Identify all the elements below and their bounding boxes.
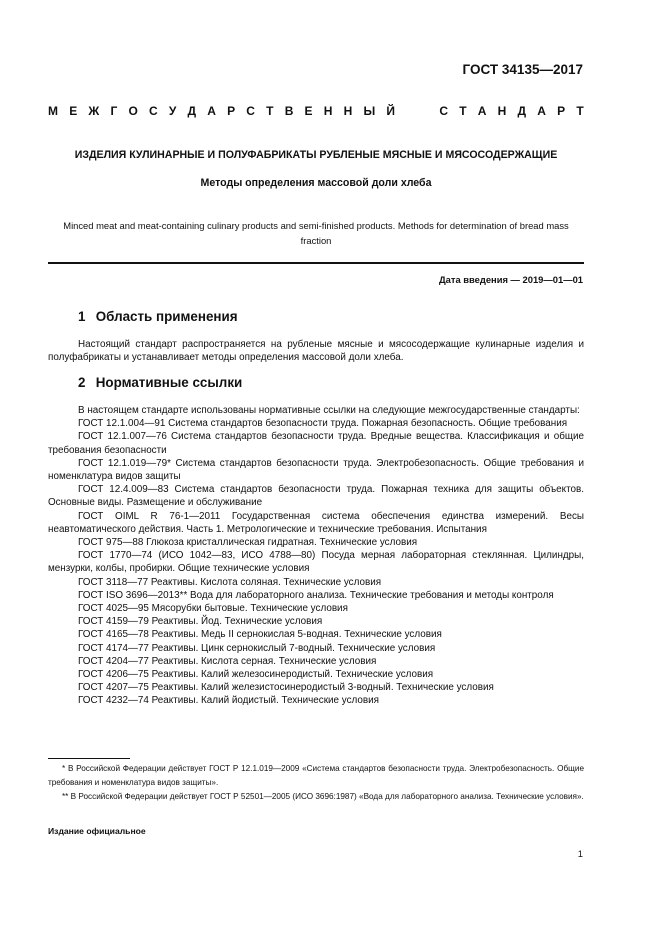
interstate-letter: Н <box>323 104 333 118</box>
interstate-letter: С <box>148 104 158 118</box>
section-2-heading <box>78 375 242 390</box>
reference-item <box>48 457 584 483</box>
page-number: 1 <box>577 848 583 859</box>
reference-item <box>48 417 584 430</box>
reference-text: ГОСТ 4174—77 Реактивы. Цинк сернокислый 7-водный. Технические условия <box>78 642 436 654</box>
edition-label: Издание официальное <box>48 826 146 836</box>
interstate-letter: А <box>207 104 216 118</box>
reference-item <box>48 589 584 602</box>
footnote-divider <box>48 758 130 759</box>
reference-item <box>48 576 584 589</box>
reference-item <box>48 536 584 549</box>
reference-item <box>48 510 584 536</box>
interstate-letter: Т <box>266 104 274 118</box>
standard-letter: А <box>477 104 487 118</box>
reference-item <box>48 602 584 615</box>
reference-text: ГОСТ 1770—74 (ИСО 1042—83, ИСО 4788—80) Посуда мерная лабораторная стеклянная. Цилиндры, мензурки, колбы, пробирки. Общие технические условия <box>48 550 584 575</box>
standard-letter: Н <box>497 104 507 118</box>
reference-text: ГОСТ OIML R 76-1—2011 Государственная система обеспечения единства измерений. Весы неавтоматического действия. Часть 1. Метрологические и технические требования. Испытания <box>48 510 584 535</box>
reference-item <box>48 668 584 681</box>
scope-paragraph: Настоящий стандарт распространяется на рубленые мясные и мясосодержащие кулинарные изделия и полуфабрикаты и устанавливает методы определения массовой доли хлеба. <box>48 339 584 364</box>
gost-code: ГОСТ 34135—2017 <box>462 62 583 77</box>
reference-text: ГОСТ 4159—79 Реактивы. Йод. Технические условия <box>78 616 323 628</box>
reference-item <box>48 694 584 707</box>
section-title: Нормативные ссылки <box>95 375 243 390</box>
interstate-letter: Г <box>110 104 118 118</box>
interstate-letter: Й <box>386 104 396 118</box>
reference-text: ГОСТ 4232—74 Реактивы. Калий йодистый. Технические условия <box>78 695 380 707</box>
section-number: 1 <box>78 309 86 324</box>
interstate-letter: В <box>284 104 294 118</box>
english-title: Minced meat and meat-containing culinary products and semi-finished products. Methods for determination of bread mass fraction <box>63 220 569 246</box>
normative-references <box>48 404 584 708</box>
section-number: 2 <box>78 375 86 390</box>
footnote-item <box>48 762 584 790</box>
interstate-letter: О <box>128 104 138 118</box>
interstate-letter: Д <box>187 104 197 118</box>
section-1-text <box>48 338 584 364</box>
reference-item <box>48 642 584 655</box>
footnote-text: * В Российской Федерации действует ГОСТ Р 12.1.019—2009 «Система стандартов безопасности труда. Электробезопасность. Общие требования и номенклатура видов защиты». <box>48 764 584 787</box>
section-1-heading <box>78 309 238 324</box>
interstate-letter: Ы <box>363 104 376 118</box>
reference-item <box>48 430 584 456</box>
interstate-letter: Е <box>69 104 78 118</box>
reference-text: ГОСТ 3118—77 Реактивы. Кислота соляная. Технические условия <box>78 576 382 588</box>
reference-item <box>48 483 584 509</box>
reference-item <box>48 681 584 694</box>
footnote-item <box>48 790 584 804</box>
reference-item <box>48 628 584 641</box>
standard-letter: Т <box>576 104 584 118</box>
section-title: Область применения <box>95 309 238 324</box>
reference-text: ГОСТ 4165—78 Реактивы. Медь II сернокислая 5-водная. Технические условия <box>78 629 442 641</box>
reference-text: ГОСТ 975—88 Глюкоза кристаллическая гидратная. Технические условия <box>78 537 418 549</box>
introduction-date: Дата введения — 2019—01—01 <box>438 274 583 285</box>
standard-letter: Д <box>517 104 527 118</box>
standard-letter: С <box>439 104 449 118</box>
interstate-standard-heading <box>48 104 584 118</box>
reference-text: ГОСТ 12.1.004—91 Система стандартов безопасности труда. Пожарная безопасность. Общие требования <box>78 418 568 430</box>
interstate-letter: Р <box>227 104 236 118</box>
references-intro <box>48 404 584 417</box>
interstate-letter: С <box>246 104 255 118</box>
title-divider <box>48 262 584 264</box>
reference-text: ГОСТ 4025—95 Мясорубки бытовые. Технические условия <box>78 603 348 615</box>
standard-letter: Т <box>459 104 467 118</box>
reference-text: ГОСТ 12.1.019—79* Система стандартов безопасности труда. Электробезопасность. Общие требования и номенклатура видов защиты <box>48 457 584 483</box>
standard-letter: А <box>537 104 546 118</box>
reference-text: ГОСТ 12.4.009—83 Система стандартов безопасности труда. Пожарная техника для защиты объектов. Основные виды. Размещение и обслуживание <box>48 484 584 509</box>
references-intro-text: В настоящем стандарте использованы нормативные ссылки на следующие межгосударственные стандарты: <box>78 405 580 416</box>
interstate-letter: Н <box>343 104 353 118</box>
reference-text: ГОСТ ISO 3696—2013** Вода для лабораторного анализа. Технические требования и методы контроля <box>78 589 554 601</box>
reference-item <box>48 655 584 668</box>
document-title: ИЗДЕЛИЯ КУЛИНАРНЫЕ И ПОЛУФАБРИКАТЫ РУБЛЕНЫЕ МЯСНЫЕ И МЯСОСОДЕРЖАЩИЕ <box>74 149 558 161</box>
word-gap <box>406 104 428 118</box>
footnotes <box>48 762 584 804</box>
reference-item <box>48 549 584 575</box>
standard-letter: Р <box>557 104 566 118</box>
reference-item <box>48 615 584 628</box>
reference-text: ГОСТ 4206—75 Реактивы. Калий железосинеродистый. Технические условия <box>78 669 434 681</box>
reference-text: ГОСТ 4204—77 Реактивы. Кислота серная. Технические условия <box>78 655 377 667</box>
footnote-text: ** В Российской Федерации действует ГОСТ Р 52501—2005 (ИСО 3696:1987) «Вода для лабораторного анализа. Технические условия». <box>62 792 584 801</box>
interstate-letter: М <box>48 104 58 118</box>
interstate-letter: У <box>168 104 177 118</box>
interstate-letter: Е <box>304 104 313 118</box>
interstate-letter: Ж <box>88 104 100 118</box>
reference-text: ГОСТ 12.1.007—76 Система стандартов безопасности труда. Вредные вещества. Классификация и общие требования безопасности <box>48 431 584 456</box>
document-subtitle: Методы определения массовой доли хлеба <box>200 177 432 189</box>
reference-text: ГОСТ 4207—75 Реактивы. Калий железистосинеродистый 3-водный. Технические условия <box>78 682 494 694</box>
